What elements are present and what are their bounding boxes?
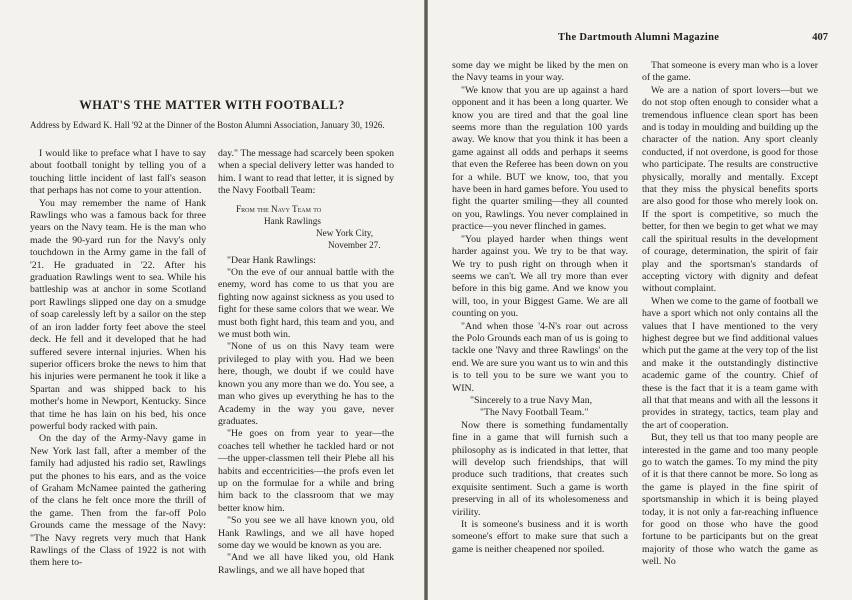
letter-recipient: Hank Rawlings xyxy=(264,215,321,226)
right-column-2 xyxy=(642,60,818,569)
paragraph: But, they tell us that too many people are interested in the game and too many people go to watch the games. To my mind the pity of it is that there cannot be more. So long as the game is played in the fine spirit of sportsmanship in which it is being played today, it is not only a far-reaching influence for good on those who have the good fortune to be participants but on the great majority of those who watch the game as well. No xyxy=(642,432,818,568)
paragraph: On the day of the Army-Navy game in New York last fall, after a member of the family had adjusted his radio set, Rawlings put the phones to his ears, and as the voice of Graham McNamee painted the gathering of the clans he felt once more the thrill of the game. Then from the far-off Polo Grounds came the message of the Navy: "The Navy regrets very much that Hank Rawlings of the Class of 1922 is not with them here to- xyxy=(30,433,206,569)
paragraph: "None of us on this Navy team were privileged to play with you. Had we been here, though, we doubt if we could have known you any more than we do. You see, a man who gives up everything he has to the Academy in the way you gave, never graduates. xyxy=(218,341,394,427)
paragraph: "And when those '4-N's roar out across the Polo Grounds each man of us is going to tackle one 'Navy and three Rawlings' on the end. We are sure you want us to win and this is to tell you to be sure we want you to WIN. xyxy=(452,320,628,394)
paragraph: "You played harder when things went harder against you. We try to be that way. We try to push right on through when it seems we can't. We all try more than ever before in this big game. And we know you will, too, in your Biggest Game. We are all counting on you. xyxy=(452,233,628,320)
paragraph: It is someone's business and it is worth someone's effort to make sure that such a game is neither cheapened nor spoiled. xyxy=(452,519,628,555)
magazine-name: The Dartmouth Alumni Magazine xyxy=(558,32,720,43)
right-page xyxy=(428,0,852,600)
left-page xyxy=(0,0,424,600)
paragraph: I would like to preface what I have to say about football tonight by telling you of a touching little incident of last fall's season that perhaps has not come to your attention. xyxy=(30,148,206,197)
letter-closing: "Sincerely to a true Navy Man, xyxy=(470,394,593,406)
right-column-1 xyxy=(452,60,628,556)
paragraph: You may remember the name of Hank Rawlings who was a famous back for three years on the Navy team. He is the man who made the 90-yard run for the Navy's only touchdown in the Army game in the fall of '21. He graduated in '22. After his graduation Rawlings went to sea. While his battleship was at anchor in some Scotland port Rawlings slipped one day on a smudge of soap carelessly left by a sailor on the step of an iron ladder forty feet above the steel deck. He fell and it developed that he had suffered severe internal injuries. When his superior officers broke the news to him that his injuries were permanent he took it like a Spartan and was shipped back to his mother's home in Newport, Kentucky. Since that time he has lain on his bed, his once powerful body racked with pain. xyxy=(30,197,206,432)
left-column-1 xyxy=(30,148,206,570)
paragraph: "We know that you are up against a hard opponent and it has been a long quarter. We know you are tired and that the goal line seems more than the regulation 100 yards away. We know that you think it has been a game against all odds and perhaps it seems that even the Referee has been down on you for a while. BUT we know, too, that you have been in hard games before. You used to fight the quarter smiling—they all counted on you, Rawlings. You never complained in practice—you never flinched in games. xyxy=(452,84,628,233)
left-column-2 xyxy=(218,148,394,577)
paragraph: We are a nation of sport lovers—but we do not stop often enough to consider what a tremendous influence clean sport has been and is today in moulding and building up the character of the nation. Any sport cleanly conducted, if not overdone, is good for those who participate. The results are constructive physically, morally and mentally. Except that they miss the physical benefits sports are also good for those who merely look on. If the sport is competitive, so much the better, for then we begin to get what we may call the spiritual results in the development of courage, determination, the spirit of fair play and the sportsman's standards of accepting victory with dignity and defeat without complaint. xyxy=(642,84,818,295)
letter-signature: "The Navy Football Team." xyxy=(480,407,589,419)
paragraph: "On the eve of our annual battle with the enemy, word has come to us that you are fighting now against sickness as you used to fight for these same colors that we wear. We must both fight hard, this team and you, and we must both win. xyxy=(218,267,394,341)
paragraph: When we come to the game of football we have a sport which not only contains all the values that I have mentioned to the very highest degree but we find additional values which put the game at the very top of the list and make it the outstandingly distinctive academic game of the country. Chief of these is the fact that it is a team game with all that that means and with all the lessons it provides in strategy, tactics, team play and the art of cooperation. xyxy=(642,295,818,431)
page-number: 407 xyxy=(812,32,828,43)
running-header xyxy=(452,32,828,46)
letter-from: From the Navy Team to xyxy=(236,203,322,214)
letter-salutation: "Dear Hank Rawlings: xyxy=(227,254,316,266)
paragraph: "He goes on from year to year—the coaches tell whether he tackled hard or not—the upper-classmen tell their Plebe all his habits and eccentricities—the profs even let up on the formulae for a while and bring him back to the classroom that we may better know him. xyxy=(218,428,394,514)
article-title: WHAT'S THE MATTER WITH FOOTBALL? xyxy=(79,98,345,112)
paragraph: Now there is something fundamentally fine in a game that will furnish such a philosophy as is indicated in that letter, that will develop such friendships, that will produce such traditions, that creates such exquisite sentiment. Such a game is worth preserving in all of its wholesomeness and virility. xyxy=(452,419,628,518)
paragraph: "So you see we all have known you, old Hank Rawlings, and we all have hoped some day we would be known as you are. xyxy=(218,515,394,551)
paragraph: That someone is every man who is a lover of the game. xyxy=(642,60,818,84)
letter-date: November 27. xyxy=(328,239,381,250)
paragraph: "And we all have liked you, old Hank Rawlings, and we all have hoped that xyxy=(218,552,394,576)
letter-place: New York City, xyxy=(316,227,374,238)
paragraph: some day we might be liked by the men on the Navy teams in your way. xyxy=(452,60,628,84)
paragraph: day." The message had scarcely been spoken when a special delivery letter was handed to him. I want to read that letter, it is signed by the Navy Football Team: xyxy=(218,148,394,197)
article-byline: Address by Edward K. Hall '92 at the Dinner of the Boston Alumni Association, January 30, 1926. xyxy=(30,120,385,130)
letter-heading xyxy=(218,203,394,251)
